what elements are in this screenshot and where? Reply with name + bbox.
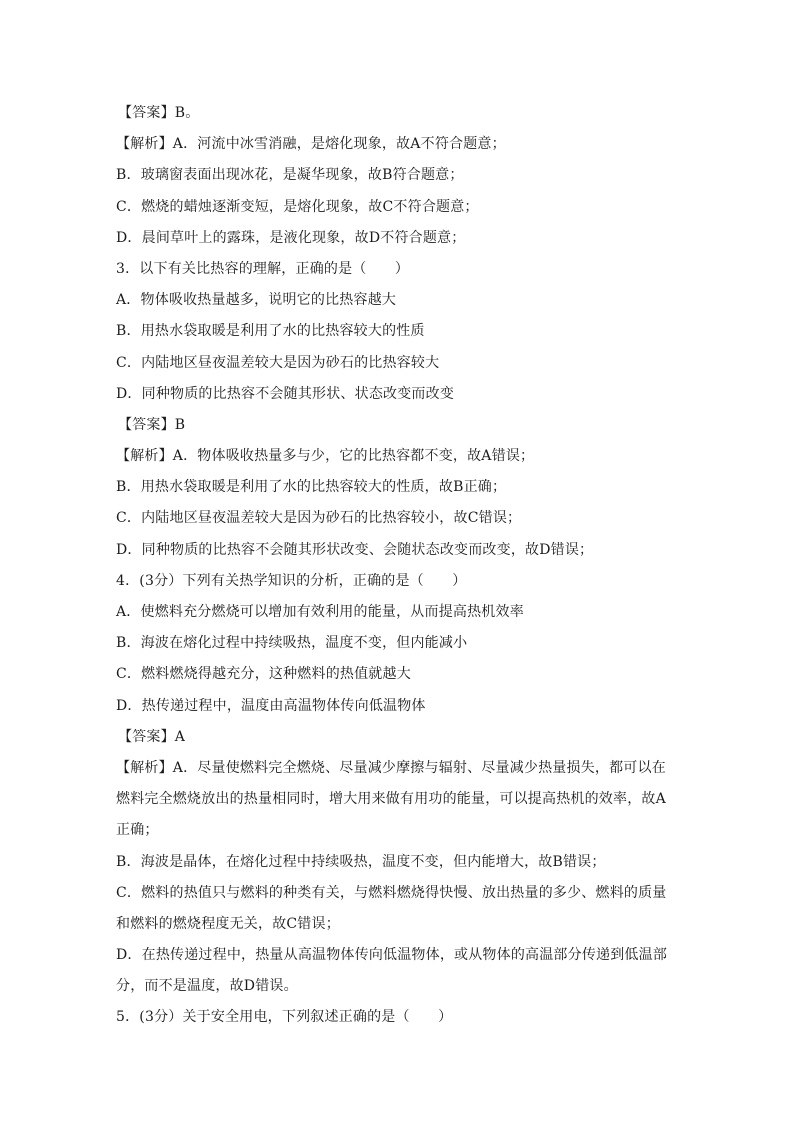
answer-label-q4: 【答案】A <box>118 728 186 745</box>
question-3-option-b: B．用热水袋取暖是利用了水的比热容较大的性质 <box>116 323 425 340</box>
question-4-option-d: D．热传递过程中，温度由高温物体传向低温物体 <box>116 697 426 714</box>
question-3-option-d: D．同种物质的比热容不会随其形状、状态改变而改变 <box>116 385 455 402</box>
analysis-q4-d-line2: 分，而不是温度，故D错误。 <box>116 978 298 995</box>
analysis-q4-a-line3: 正确； <box>116 822 159 839</box>
analysis-q2-b: B．玻璃窗表面出现冰花，是凝华现象，故B符合题意； <box>116 167 464 184</box>
analysis-q4-c-line1: C．燃料的热值只与燃料的种类有关，与燃料燃烧得快慢、放出热量的多少、燃料的质量 <box>116 884 667 901</box>
analysis-q4-d-line1: D．在热传递过程中，热量从高温物体传向低温物体，或从物体的高温部分传递到低温部 <box>116 947 668 964</box>
question-3-option-c: C．内陆地区昼夜温差较大是因为砂石的比热容较大 <box>116 354 440 371</box>
analysis-q4-a-line1: 【解析】A．尽量使燃料完全燃烧、尽量减少摩擦与辐射、尽量减少热量损失，都可以在 <box>116 759 666 776</box>
answer-label-q2: 【答案】B。 <box>118 105 200 121</box>
question-4-stem: 4．(3分）下列有关热学知识的分析，正确的是（ ） <box>116 572 467 589</box>
analysis-q2-c: C．燃烧的蜡烛逐渐变短，是熔化现象，故C不符合题意； <box>116 198 479 215</box>
analysis-q3-d: D．同种物质的比热容不会随其形状改变、会随状态改变而改变，故D错误； <box>116 541 594 558</box>
question-5-stem: 5．(3分）关于安全用电，下列叙述正确的是（ ） <box>116 1009 453 1026</box>
question-4-option-b: B．海波在熔化过程中持续吸热，温度不变，但内能减小 <box>116 635 468 652</box>
analysis-q3-b: B．用热水袋取暖是利用了水的比热容较大的性质，故B正确； <box>116 479 507 496</box>
analysis-q2-a: 【解析】A．河流中冰雪消融，是熔化现象，故A不符合题意； <box>116 136 506 153</box>
question-3-option-a: A．物体吸收热量越多，说明它的比热容越大 <box>116 292 397 309</box>
question-4-option-c: C．燃料燃烧得越充分，这种燃料的热值就越大 <box>116 666 411 683</box>
analysis-q4-c-line2: 和燃料的燃烧程度无关，故C错误； <box>116 915 340 932</box>
answer-label-q3: 【答案】B <box>118 416 186 433</box>
analysis-q4-b: B．海波是晶体，在熔化过程中持续吸热，温度不变，但内能增大，故B错误； <box>116 853 606 870</box>
document-body <box>116 98 696 1034</box>
question-3-stem: 3．以下有关比热容的理解，正确的是（ ） <box>116 260 410 277</box>
analysis-q3-c: C．内陆地区昼夜温差较大是因为砂石的比热容较小，故C错误； <box>116 510 522 527</box>
analysis-q3-a: 【解析】A．物体吸收热量多与少，它的比热容都不变，故A错误； <box>116 448 535 465</box>
analysis-q2-d: D．晨间草叶上的露珠，是液化现象，故D不符合题意； <box>116 229 466 246</box>
question-4-option-a: A．使燃料充分燃烧可以增加有效利用的能量，从而提高热机效率 <box>116 604 524 620</box>
analysis-q4-a-line2: 燃料完全燃烧放出的热量相同时，增大用来做有用功的能量，可以提高热机的效率，故A <box>116 791 666 808</box>
